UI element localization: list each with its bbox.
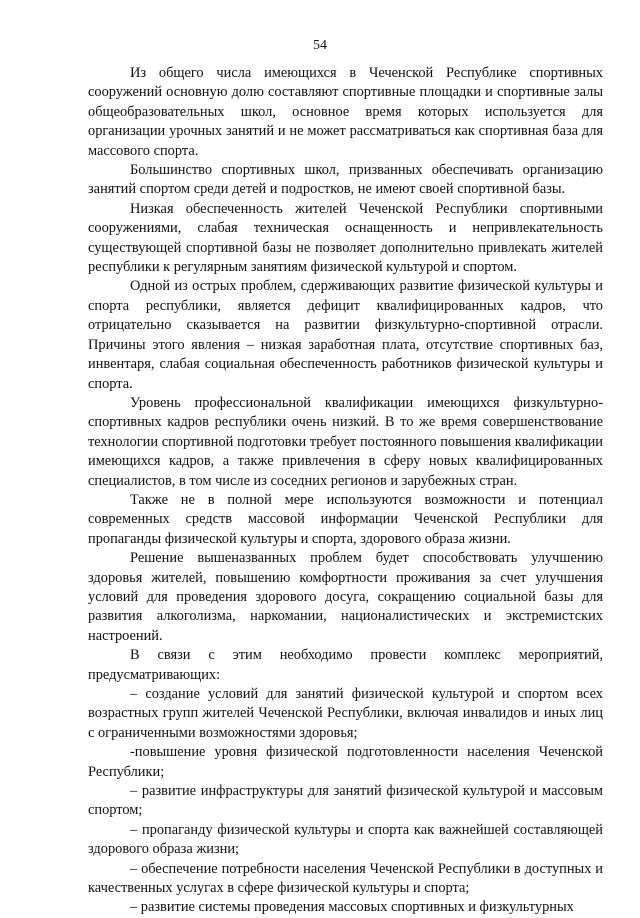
list-item: – развитие системы проведения массовых спортивных и физкультурных — [130, 899, 574, 916]
paragraph: Большинство спортивных школ, призванных обеспечивать организацию занятий спортом среди детей и подростков, не имеют своей спортивной базы. — [88, 162, 603, 198]
list-item: – пропаганду физической культуры и спорта как важнейшей составляющей здорового образа жизни; — [88, 821, 603, 858]
list-item: – обеспечение потребности населения Чеченской Республики в доступных и качественных услугах в сфере физической культуры и спорта; — [88, 860, 603, 897]
list-item: -повышение уровня физической подготовленности населения Чеченской Республики; — [88, 744, 603, 780]
page-number: 54 — [313, 38, 327, 53]
paragraph: Низкая обеспеченность жителей Чеченской Республики спортивными сооружениями, слабая техническая оснащенность и непривлекательность существующей спортивной базы не позволяет дополнительно привлекать жителей республики к регулярным занятиям физической культурой и спортом. — [88, 200, 603, 276]
paragraph: Уровень профессиональной квалификации имеющихся физкультурно-спортивных кадров республики очень низкий. В то же время совершенствование технологии спортивной подготовки требует постоянного повышения квалификации имеющихся кадров, а также привлечения в сферу новых квалифицированных специалистов, в том числе из соседних регионов и зарубежных стран. — [88, 394, 603, 489]
paragraph: Одной из острых проблем, сдерживающих развитие физической культуры и спорта республики, является дефицит квалифицированных кадров, что отрицательно сказывается на развитии физкультурно-спортивной отрасли. Причины этого явления – низкая заработная плата, отсутствие спортивных баз, инвентаря, слабая социальная обеспеченность работников физической культуры и спорта. — [88, 278, 603, 392]
document-body — [88, 64, 603, 918]
paragraph: В связи с этим необходимо провести комплекс мероприятий, предусматривающих: — [88, 647, 603, 683]
list-item: – создание условий для занятий физической культурой и спортом всех возрастных групп жителей Чеченской Республики, включая инвалидов и иных лиц с ограниченными возможностями здоровья; — [88, 686, 603, 741]
paragraph: Из общего числа имеющихся в Чеченской Республике спортивных сооружений основную долю составляют спортивные площадки и спортивные залы общеобразовательных школ, основное время которых используется для организации урочных занятий и не может рассматриваться как спортивная база для массового спорта. — [88, 65, 603, 159]
paragraph: Также не в полной мере используются возможности и потенциал современных средств массовой информации Чеченской Республики для пропаганды физической культуры и спорта, здорового образа жизни. — [88, 491, 603, 547]
paragraph: Решение вышеназванных проблем будет способствовать улучшению здоровья жителей, повышению комфортности проживания за счет улучшения условий для проведения здорового досуга, сокращению социальной базы для развития алкоголизма, наркомании, националистических и экстремистских настроений. — [88, 550, 603, 644]
list-item: – развитие инфраструктуры для занятий физической культурой и массовым спортом; — [88, 783, 603, 819]
